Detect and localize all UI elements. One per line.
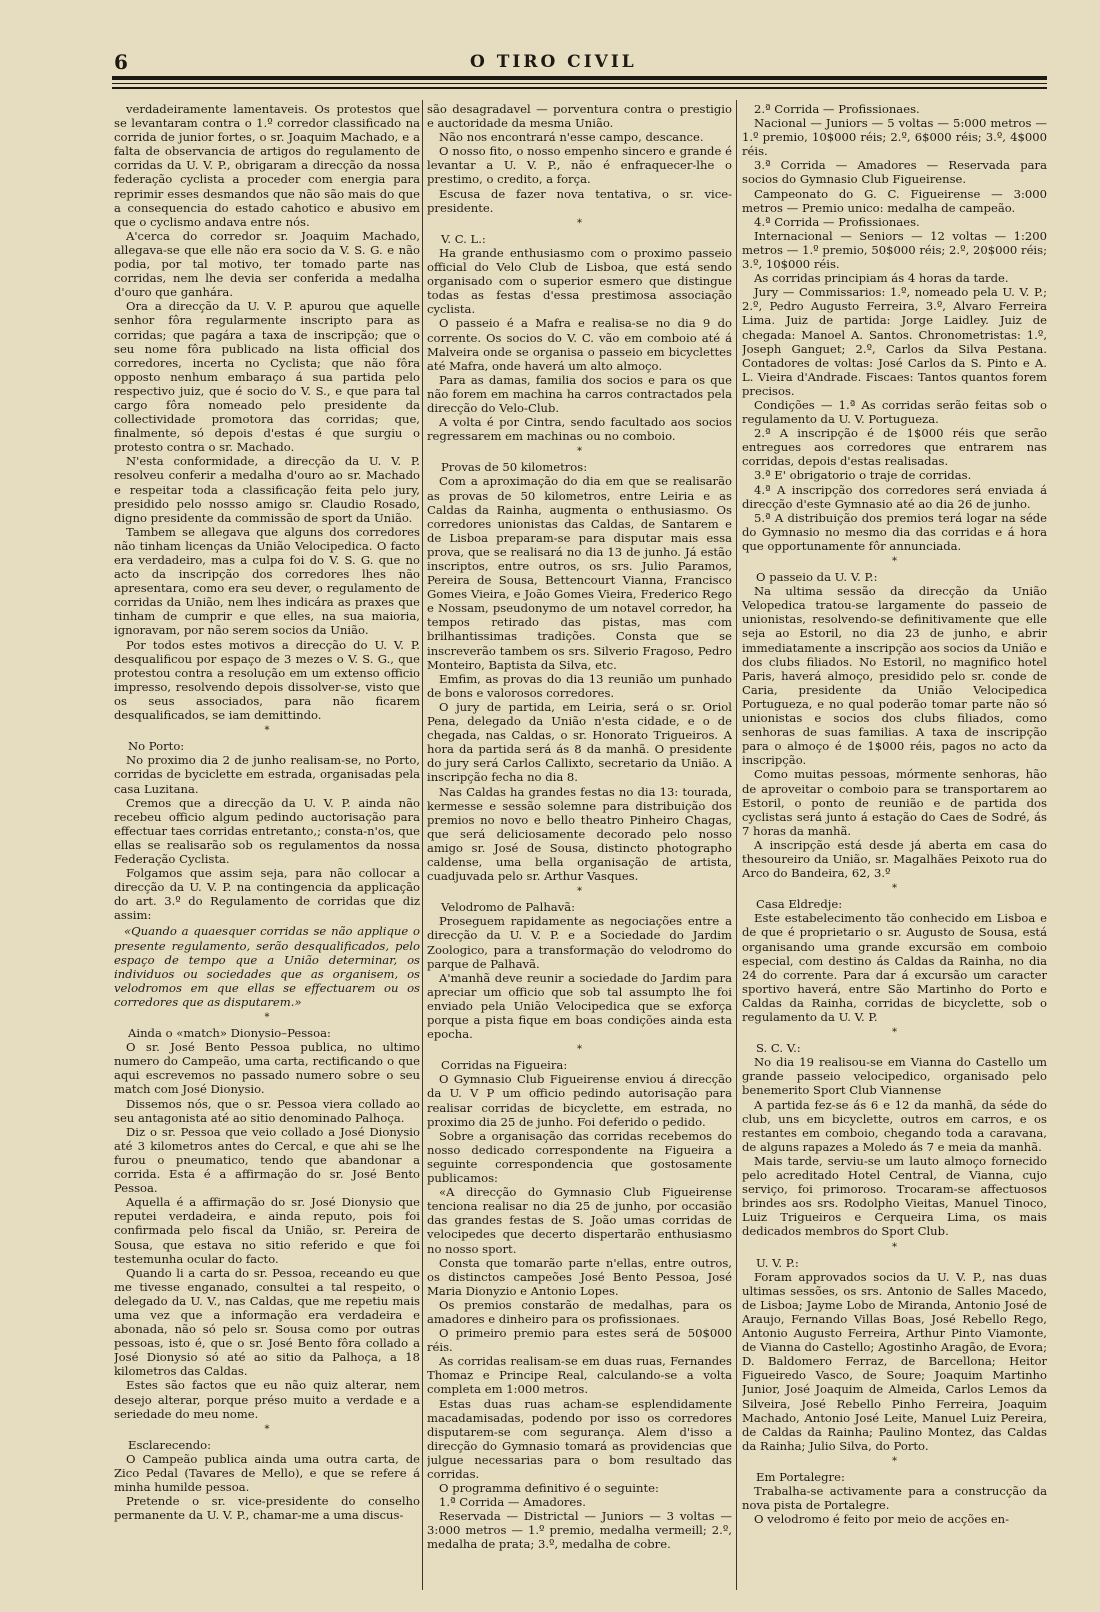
paragraph: Este estabelecimento tão conhecido em Lisboa e de que é proprietario o sr. Augusto de Sousa, está organisando uma grande excursão em comboio especial, com destino ás Caldas da Rainha, no dia 24 do corrente. Para dar á excursão um caracter sportivo haverá, entre São Martinho do Porto e Caldas da Rainha, corridas de bicyclette, sob o regulamento da U. V. P.: [742, 911, 1047, 1024]
paragraph: Nas Caldas ha grandes festas no dia 13: tourada, kermesse e sessão solemne para distribuição dos premios no novo e bello theatro Pinheiro Chagas, que será deliciosamente decorado pelo nosso amigo sr. José de Sousa, distincto photographo caldense, uma bella organisação de artista, cuadjuvada pelo sr. Arthur Vasques.: [427, 784, 732, 884]
section-heading: Velodromo de Palhavã:: [441, 900, 576, 915]
paragraph: Estas duas ruas acham-se esplendidamente macadamisadas, podendo por isso os corredores disputarem-se com segurança. Alem d'isso a direcção do Gymnasio tomará as providencias que julgue necessarias para o bom resultado das corridas.: [427, 1396, 732, 1481]
paragraph: O Campeão publica ainda uma outra carta, de Zico Pedal (Tavares de Mello), e que se refere á minha humilde pessoa.: [114, 1451, 420, 1495]
section-heading: Provas de 50 kilometros:: [441, 460, 588, 475]
paragraph: 3.ª Corrida — Amadores — Reservada para socios do Gymnasio Club Figueirense.: [742, 158, 1047, 187]
paragraph: são desagradavel — porventura contra o prestigio e auctoridade da mesma União.: [427, 102, 732, 131]
header-rule-bottom: [112, 87, 1047, 89]
paragraph: As corridas principiam ás 4 horas da tarde.: [754, 271, 1009, 286]
section-heading: Ainda o «match» Dionysio–Pessoa:: [128, 1026, 331, 1041]
section-heading: No Porto:: [128, 739, 185, 754]
paragraph: Cremos que a direcção da U. V. P. ainda não recebeu officio algum pedindo auctorisação para effectuar taes corridas entretanto,; consta-n'os, que ellas se realisarão sob os regulamentos da nossa Federação Cyclista.: [114, 795, 420, 866]
section-heading: O passeio da U. V. P.:: [756, 570, 878, 585]
paragraph: Nacional — Juniors — 5 voltas — 5:000 metros — 1.º premio, 10$000 réis; 2.º, 6$000 réis; 3.º, 4$000 réis.: [742, 116, 1047, 159]
paragraph: Por todos estes motivos a direcção do U. V. P. desqualificou por espaço de 3 mezes o V. S. G., que protestou contra a resolução em um extenso officio impresso, resolvendo depois dissolver-se, visto que os seus associados, para não ficarem desqualificados, se iam demittindo.: [114, 637, 420, 723]
paragraph: A volta é por Cintra, sendo facultado aos socios regressarem em machinas ou no comboio.: [427, 415, 732, 444]
paragraph: No dia 19 realisou-se em Vianna do Castello um grande passeio velocipedico, organisado pelo benemerito Sport Club Viannense: [742, 1055, 1047, 1098]
paragraph: Sobre a organisação das corridas recebemos do nosso dedicado correspondente na Figueira a seguinte correspondencia que gostosamente publicamos:: [427, 1128, 732, 1186]
text-column-2: [427, 102, 732, 1592]
section-heading: U. V. P.:: [756, 1255, 799, 1270]
text-column-3: [742, 102, 1047, 1592]
paragraph: O sr. José Bento Pessoa publica, no ultimo numero do Campeão, uma carta, rectificando o que aqui escrevemos no passado numero sobre o seu match com José Dionysio.: [114, 1040, 420, 1097]
paragraph: Trabalha-se activamente para a construcção da nova pista de Portalegre.: [742, 1484, 1047, 1513]
paragraph: A inscripção está desde já aberta em casa do thesoureiro da União, sr. Magalhães Peixoto rua do Arco do Bandeira, 62, 3.º: [742, 837, 1047, 881]
paragraph: Como muitas pessoas, mórmente senhoras, hão de aproveitar o comboio para se transportarem ao Estoril, o ponto de reunião e de partida dos cyclistas será junto á estação do Caes de Sodré, ás 7 horas da manhã.: [742, 767, 1047, 838]
section-separator: *: [892, 556, 897, 567]
section-separator: *: [264, 725, 270, 737]
section-separator: *: [892, 883, 897, 895]
header-rule-thick: [112, 76, 1047, 80]
paragraph: Proseguem rapidamente as negociações entre a direcção da U. V. P. e a Sociedade do Jardim Zoologico, para a transformação do velodromo do parque de Palhavã.: [427, 914, 732, 971]
paragraph: O programma definitivo é o seguinte:: [439, 1481, 659, 1496]
section-heading: Casa Eldredje:: [756, 897, 843, 912]
section-separator: *: [892, 1027, 897, 1039]
paragraph: Pretende o sr. vice-presidente do conselho permanente da U. V. P., chamar-me a uma discus-: [114, 1494, 420, 1523]
newspaper-title: O TIRO CIVIL: [470, 52, 637, 72]
paragraph: «A direcção do Gymnasio Club Figueirense tenciona realisar no dia 25 de junho, por occasião das grandes festas de S. João umas corridas de velocipedes que decerto dispertarão enthusiasmo no nosso sport.: [427, 1185, 732, 1256]
paragraph: O Gymnasio Club Figueirense enviou á direcção da U. V P um officio pedindo autorisação para realisar corridas de bicyclette, em estrada, no proximo dia 25 de junho. Foi deferido o pedido.: [427, 1072, 732, 1129]
paragraph: Estes são factos que eu não quiz alterar, nem desejo alterar, porque préso muito a verdade e a seriedade do meu nome.: [114, 1378, 420, 1421]
section-heading: Corridas na Figueira:: [441, 1058, 568, 1073]
paragraph: 2.ª Corrida — Profissionaes.: [754, 102, 920, 116]
paragraph: Foram approvados socios da U. V. P., nas duas ultimas sessões, os srs. Antonio de Salles Macedo, de Lisboa; Jayme Lobo de Miranda, Antonio José de Araujo, Fernando Villas Boas, José Rebello Rego, Antonio Augusto Ferreira, Arthur Pinto Viamonte, de Vianna do Castello; Agostinho Aragão, de Evora; D. Baldomero Ferraz, de Barcellona; Heitor Figueiredo Vasco, de Soure; Joaquim Martinho Junior, José Joaquim de Almeida, Carlos Lemos da Silveira, José Rebello Pinho Ferreira, Joaquim Machado, Antonio José Leite, Manuel Luiz Pereira, de Caldas da Rainha; Paulino Montez, das Caldas da Rainha; Julio Silva, do Porto.: [742, 1269, 1047, 1453]
paragraph: Quando li a carta do sr. Pessoa, receando eu que me tivesse enganado, consultei a tal respeito, o delegado da U. V., nas Caldas, que me repetiu mais uma vez que a informação era verdadeira e abonada, não só pelo sr. Sousa como por outras pessoas, isto é, que o sr. José Bento fôra collado a José Dionysio só até ao sitio da Palhoça, a 18 kilometros das Caldas.: [114, 1265, 420, 1379]
paragraph: Ha grande enthusiasmo com o proximo passeio official do Velo Club de Lisboa, que está sendo organisado com o superior esmero que distingue todas as festas d'essa prestimosa associação cyclista.: [427, 245, 732, 317]
paragraph: Diz o sr. Pessoa que veio collado a José Dionysio até 3 kilometros antes do Cercal, e que ahi se lhe furou o pneumatico, tendo que abandonar a corrida. Esta é a affirmação do sr. José Bento Pessoa.: [114, 1124, 420, 1196]
paragraph: A'manhã deve reunir a sociedade do Jardim para apreciar um officio que sob tal assumpto lhe foi enviado pela União Velocipedica que se exforça porque a pista fique em boas condições ainda esta epocha.: [427, 970, 732, 1042]
paragraph: 5.ª A distribuição dos premios terá logar na séde do Gymnasio no mesmo dia das corridas e á hora que opportunamente fôr annunciada.: [742, 510, 1047, 553]
paragraph: Consta que tomarão parte n'ellas, entre outros, os distinctos campeões José Bento Pessoa, José Maria Dionyzio e Antonio Lopes.: [427, 1255, 732, 1298]
section-separator: *: [577, 1044, 582, 1056]
section-separator: *: [892, 1241, 897, 1253]
paragraph: O velodromo é feito por meio de acções en-: [754, 1512, 1010, 1527]
column-divider: [422, 100, 423, 1590]
paragraph: 2.ª A inscripção é de 1$000 réis que serão entregues aos corredores que entrarem nas corridas, depois d'estas realisadas.: [742, 426, 1047, 469]
paragraph: A partida fez-se ás 6 e 12 da manhã, da séde do club, uns em bicyclette, outros em carros, e os restantes em comboio, chegando toda a caravana, de alguns rapazes a Moledo ás 7 e meia da manhã.: [742, 1097, 1047, 1154]
section-separator: *: [577, 217, 582, 229]
paragraph: 4.ª A inscripção dos corredores será enviada á direcção d'este Gymnasio até ao dia 26 de junho.: [742, 482, 1047, 511]
section-separator: *: [577, 886, 582, 898]
paragraph: 1.ª Corrida — Amadores.: [439, 1495, 586, 1510]
paragraph: As corridas realisam-se em duas ruas, Fernandes Thomaz e Principe Real, calculando-se a volta completa em 1:000 metros.: [427, 1354, 732, 1397]
section-heading: Esclarecendo:: [128, 1437, 212, 1452]
paragraph: O primeiro premio para estes será de 50$000 réis.: [427, 1326, 732, 1355]
paragraph: Ora a direcção da U. V. P. apurou que aquelle senhor fôra regularmente inscripto para as corridas; que pagára a taxa de inscripção; que o seu nome fôra publicado na lista official dos corredores, incerta no Cyclista; que não fôra opposto nenhum embaraço á sua partida pelo respectivo juiz, que é socio do V. S., e que para tal cargo fôra nomeado pelo presidente da collectividade promotora das corridas; que, finalmente, só depois d'estas é que surgiu o protesto contra o sr. Machado.: [114, 299, 420, 455]
header-rule-thin: [112, 83, 1047, 84]
paragraph: verdadeiramente lamentaveis. Os protestos que se levantaram contra o 1.º corredor classificado na corrida de junior fortes, o sr. Joaquim Machado, e a falta de observancia de artigos do regulamento de corridas da U. V. P., obrigaram a direcção da nossa federação cyclista a proceder com energia para reprimir esses desmandos que não são mais do que a consequencia do estado cahotico e abusivo em que o cyclismo andava entre nós.: [114, 102, 420, 229]
paragraph: Mais tarde, serviu-se um lauto almoço fornecido pelo acreditado Hotel Central, de Vianna, cujo serviço, foi primoroso. Trocaram-se affectuosos brindes aos srs. Rodolpho Vieitas, Manuel Tinoco, Luiz Trigueiros e Cerqueira Lima, os mais dedicados membros do Sport Club.: [742, 1153, 1047, 1239]
paragraph: Na ultima sessão da direcção da União Velopedica tratou-se largamente do passeio de unionistas, resolvendo-se definitivamente que elle seja ao Estoril, no dia 23 de junho, e abrir immediatamente a inscripção aos socios da União e dos clubs filiados. No Estoril, no magnifico hotel Paris, haverá almoço, presidido pelo sr. conde de Caria, presidente da União Velocipedica Portugueza, e no qual poderão tomar parte não só unionistas e socios dos clubs filiados, como senhoras de suas familias. A taxa de inscripção para o almoço é de 1$000 réis, pagos no acto da inscripção.: [742, 584, 1047, 768]
paragraph: Escusa de fazer nova tentativa, o sr. vice-presidente.: [427, 186, 732, 215]
paragraph: Com a aproximação do dia em que se realisarão as provas de 50 kilometros, entre Leiria e as Caldas da Rainha, augmenta o enthusiasmo. Os corredores unionistas das Caldas, de Santarem e de Lisboa preparam-se para disputar mais essa prova, que se realisará no dia 13 de junho. Já estão inscriptos, entre outros, os srs. Julio Paramos, Pereira de Sousa, Bettencourt Vianna, Francisco Gomes Vieira, e João Gomes Vieira, Frederico Rego e Nossam, pseudonymo de um notavel corredor, ha tempos retirado das pistas, mas com brilhantissimas tradições. Consta que se inscreverão tambem os srs. Silverio Fragoso, Pedro Monteiro, Baptista da Silva, etc.: [427, 474, 732, 672]
paragraph: Jury — Commissarios: 1.º, nomeado pela U. V. P.; 2.º, Pedro Augusto Ferreira, 3.º, Alvaro Ferreira Lima. Juiz de partida: Jorge Laidley. Juiz de chegada: Manoel A. Santos. Chronometristas: 1.º, Joseph Ganguet; 2.º, Carlos da Silva Pestana. Contadores de voltas: José Carlos da S. Pinto e A. L. Vieira d'Andrade. Fiscaes: Tantos quantos forem precisos.: [742, 285, 1047, 398]
paragraph: Dissemos nós, que o sr. Pessoa viera collado ao seu antagonista até ao sitio denominado Palhoça.: [114, 1096, 420, 1125]
paragraph: 3.ª E' obrigatorio o traje de corridas.: [754, 468, 972, 483]
paragraph: N'esta conformidade, a direcção da U. V. P. resolveu conferir a medalha d'ouro ao sr. Machado e respeitar toda a classificação feita pelo jury, presidido pelo nossso amigo sr. Claudio Rosado, digno presidente da commissão de sport da União.: [114, 454, 420, 525]
paragraph: O passeio é a Mafra e realisa-se no dia 9 do corrente. Os socios do V. C. vão em comboio até á Malveira onde se organisa o passeio em bicyclettes até Mafra, onde haverá um alto almoço.: [427, 316, 732, 373]
paragraph: 4.ª Corrida — Profissionaes.: [754, 214, 920, 229]
section-separator: *: [264, 1012, 270, 1023]
page-number: 6: [114, 50, 128, 74]
paragraph: Aquella é a affirmação do sr. José Dionysio que reputei verdadeira, e ainda reputo, pois foi confirmada pelo fiscal da União, sr. Pereira de Sousa, que estava no sitio referido e que foi testemunha ocular do facto.: [114, 1195, 420, 1266]
section-heading: V. C. L.:: [441, 231, 486, 246]
paragraph: A'cerca do corredor sr. Joaquim Machado, allegava-se que elle não era socio da V. S. G. e não podia, por tal motivo, ter tomado parte nas corridas, nem lhe devia ser conferida a medalha d'ouro que ganhára.: [114, 228, 420, 300]
paragraph: Tambem se allegava que alguns dos corredores não tinham licenças da União Velocipedica. O facto era verdadeiro, mas a culpa foi do V. S. G. que no acto da inscripção dos corredores lhes não apresentara, como era seu dever, o regulamento de corridas da União, nem lhes indicára as praxes que tinham de cumprir e que elles, na sua maioria, ignoravam, por não serem socios da União.: [114, 524, 420, 638]
quotation: «Quando a quaesquer corridas se não applique o presente regulamento, serão desqualificados, pelo espaço de tempo que a União determinar, os individuos ou sociedades que as organisem, os velodromos em que ellas se effectuarem ou os corredores que as disputarem.»: [114, 924, 420, 1009]
paragraph: Folgamos que assim seja, para não collocar a direcção da U. V. P. na contingencia da applicação do art. 3.º do Regulamento de corridas que diz assim:: [114, 866, 420, 923]
paragraph: Reservada — Districtal — Juniors — 3 voltas — 3:000 metros — 1.º premio, medalha vermeill; 2.º, medalha de prata; 3.º, medalha de cobre.: [427, 1509, 732, 1552]
paragraph: Para as damas, familia dos socios e para os que não forem em machina ha carros contractados pela direcção do Velo-Club.: [427, 372, 732, 415]
paragraph: O jury de partida, em Leiria, será o sr. Oriol Pena, delegado da União n'esta cidade, e o de chegada, nas Caldas, o sr. Honorato Trigueiros. A hora da partida será ás 8 da manhã. O presidente do jury será Carlos Callixto, secretario da União. A inscripção fecha no dia 8.: [427, 699, 732, 785]
text-column-1: [114, 102, 420, 1592]
section-separator: *: [892, 1455, 897, 1467]
paragraph: Internacional — Seniors — 12 voltas — 1:200 metros — 1.º premio, 50$000 réis; 2.º, 20$000 réis; 3.º, 10$000 réis.: [742, 228, 1047, 272]
paragraph: Condições — 1.ª As corridas serão feitas sob o regulamento da U. V. Portugueza.: [742, 397, 1047, 427]
section-separator: *: [577, 446, 582, 458]
section-heading: S. C. V.:: [756, 1041, 801, 1056]
paragraph: No proximo dia 2 de junho realisam-se, no Porto, corridas de byciclette em estrada, organisadas pela casa Luzitana.: [114, 753, 420, 796]
paragraph: Campeonato do G. C. Figueirense — 3:000 metros — Premio unico: medalha de campeão.: [742, 186, 1047, 215]
section-heading: Em Portalegre:: [756, 1470, 845, 1484]
paragraph: Emfim, as provas do dia 13 reunião um punhado de bons e valorosos corredores.: [427, 671, 732, 700]
paragraph: Não nos encontrará n'esse campo, descance.: [439, 130, 704, 145]
paragraph: O nosso fito, o nosso empenho sincero e grande é levantar a U. V. P., não é enfraquecer-lhe o prestimo, o credito, a força.: [427, 144, 732, 187]
column-divider: [736, 100, 737, 1590]
section-separator: *: [264, 1423, 270, 1435]
paragraph: Os premios constarão de medalhas, para os amadores e dinheiro para os profissionaes.: [427, 1297, 732, 1326]
